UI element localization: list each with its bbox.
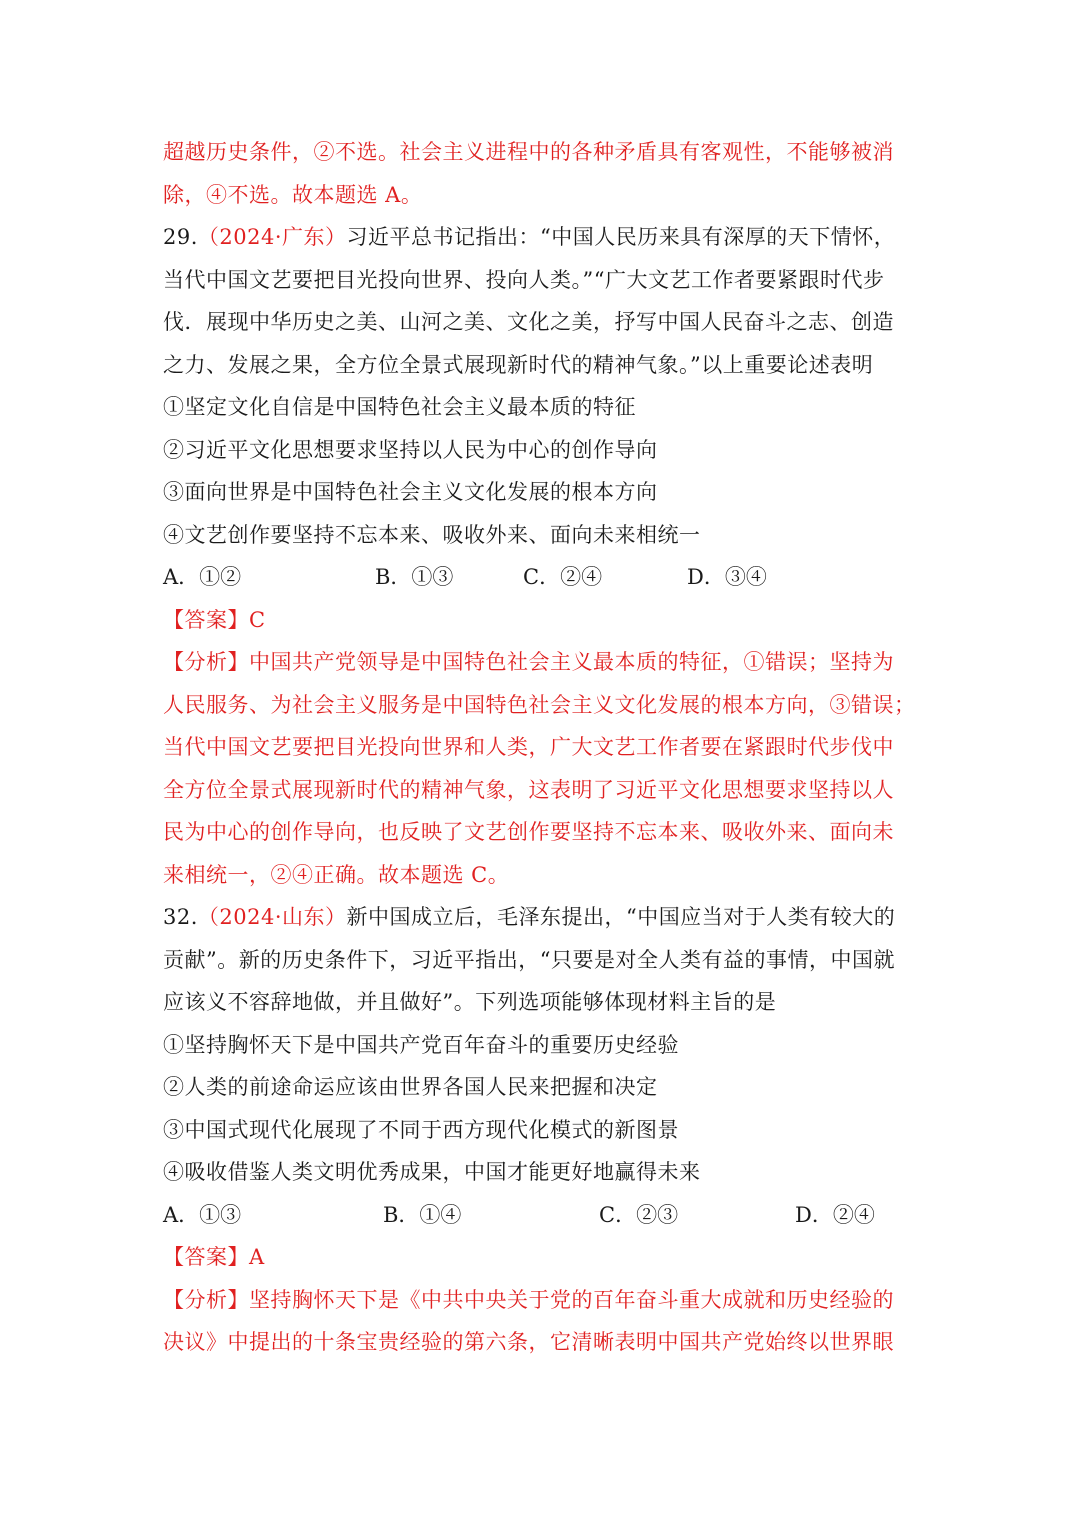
statement-item: ④吸收借鉴人类文明优秀成果，中国才能更好地赢得未来 — [163, 1160, 701, 1184]
option-a: A．①③ — [163, 1202, 242, 1227]
question-number: 32. — [163, 905, 198, 929]
statement-item: ④文艺创作要坚持不忘本来、吸收外来、面向未来相统一 — [163, 522, 701, 547]
answer-options — [163, 1194, 923, 1237]
answer-value: A — [249, 1245, 265, 1269]
analysis-line — [163, 1279, 923, 1322]
statement-item: ③中国式现代化展现了不同于西方现代化模式的新图景 — [163, 1117, 679, 1142]
option-d: D．②④ — [795, 1202, 875, 1227]
statement-item: ①坚持胸怀天下是中国共产党百年奋斗的重要历史经验 — [163, 1032, 679, 1057]
option-c: C．②③ — [599, 1202, 679, 1227]
question-stem-line: 贡献”。新的历史条件下，习近平指出，“只要是对全人类有益的事情，中国就 — [163, 947, 895, 972]
option-d: D．③④ — [687, 565, 767, 589]
answer-label: 【答案】 — [163, 1245, 249, 1269]
statement-item: ①坚定文化自信是中国特色社会主义最本质的特征 — [163, 395, 636, 419]
analysis-line: 来相统一，②④正确。故本题选 C。 — [163, 862, 510, 887]
analysis-line: 决议》中提出的十条宝贵经验的第六条，它清晰表明中国共产党始终以世界眼 — [163, 1330, 894, 1354]
analysis-line: 民为中心的创作导向，也反映了文艺创作要坚持不忘本来、吸收外来、面向未 — [163, 820, 894, 844]
answer-value: C — [249, 607, 266, 632]
answer-line — [163, 599, 923, 642]
analysis-line — [163, 641, 923, 684]
prev-analysis-line: 超越历史条件，②不选。社会主义进程中的各种矛盾具有客观性，不能够被消 — [163, 140, 894, 164]
answer-line — [163, 1236, 923, 1279]
document-page — [163, 131, 923, 1364]
option-a: A．①② — [163, 565, 242, 589]
statement-item: ②人类的前途命运应该由世界各国人民来把握和决定 — [163, 1075, 658, 1099]
statement-item: ③面向世界是中国特色社会主义文化发展的根本方向 — [163, 480, 658, 504]
question-stem-line: 之力、发展之果，全方位全景式展现新时代的精神气象。”以上重要论述表明 — [163, 352, 874, 377]
question-stem-first: 习近平总书记指出：“中国人民历来具有深厚的天下情怀， — [346, 225, 896, 249]
statement-item: ②习近平文化思想要求坚持以人民为中心的创作导向 — [163, 437, 658, 462]
analysis-label: 【分析】 — [163, 1287, 249, 1312]
option-c: C．②④ — [523, 565, 603, 589]
option-b: B．①③ — [375, 565, 454, 589]
question-stem-line: 应该义不容辞地做，并且做好”。下列选项能够体现材料主旨的是 — [163, 990, 777, 1014]
analysis-text: 中国共产党领导是中国特色社会主义最本质的特征，①错误；坚持为 — [249, 650, 894, 674]
option-b: B．①④ — [383, 1202, 462, 1227]
question-source: （2024·山东） — [197, 905, 347, 929]
analysis-label: 【分析】 — [163, 650, 249, 674]
analysis-line: 人民服务、为社会主义服务是中国特色社会主义文化发展的根本方向，③错误； — [163, 692, 916, 717]
question-stem-first: 新中国成立后，毛泽东提出，“中国应当对于人类有较大的 — [346, 905, 896, 929]
question-32-stem — [163, 896, 923, 939]
prev-analysis-line: 除，④不选。故本题选 A。 — [163, 182, 423, 207]
analysis-line: 当代中国文艺要把目光投向世界和人类，广大文艺工作者要在紧跟时代步伐中 — [163, 735, 894, 759]
question-stem-line: 伐．展现中华历史之美、山河之美、文化之美，抒写中国人民奋斗之志、创造 — [163, 310, 894, 334]
question-source: （2024·广东） — [197, 225, 347, 249]
analysis-line: 全方位全景式展现新时代的精神气象，这表明了习近平文化思想要求坚持以人 — [163, 777, 894, 802]
question-29-stem — [163, 216, 923, 259]
question-number: 29. — [163, 225, 198, 249]
answer-options — [163, 556, 923, 599]
question-stem-line: 当代中国文艺要把目光投向世界、投向人类。”“广大文艺工作者要紧跟时代步 — [163, 267, 885, 292]
analysis-text: 坚持胸怀天下是《中共中央关于党的百年奋斗重大成就和历史经验的 — [249, 1287, 894, 1312]
answer-label: 【答案】 — [163, 607, 249, 632]
